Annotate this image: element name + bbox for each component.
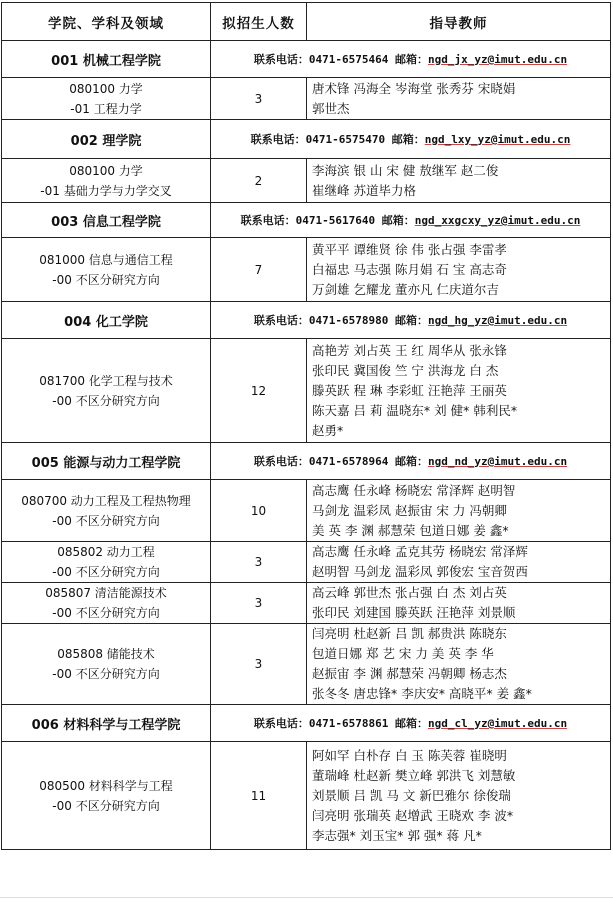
advisor-list [307, 480, 611, 542]
program-cell [2, 78, 211, 120]
program-row [2, 624, 611, 705]
program-quota: 3 [211, 542, 307, 583]
contact-email-label: 邮箱： [381, 214, 415, 227]
advisor-line: 赵勇* [312, 422, 344, 438]
program-subject: 085802 动力工程 [57, 545, 155, 559]
department-contact [211, 120, 611, 159]
program-cell [2, 542, 211, 583]
advisor-list [307, 238, 611, 302]
program-cell [2, 159, 211, 203]
program-direction: -00 不区分研究方向 [52, 606, 160, 620]
contact-email[interactable]: ngd_nd_yz@imut.edu.cn [428, 455, 568, 468]
program-row [2, 159, 611, 203]
program-quota: 2 [211, 159, 307, 203]
department-row [2, 705, 611, 742]
department-contact [211, 302, 611, 339]
program-row [2, 480, 611, 542]
program-quota: 3 [211, 78, 307, 120]
program-quota: 7 [211, 238, 307, 302]
advisor-line: 赵振宙 李 渊 郝慧荣 冯朝卿 杨志杰 [312, 666, 507, 681]
program-direction: -00 不区分研究方向 [52, 272, 160, 287]
contact-email-label: 邮箱： [395, 717, 429, 730]
program-row [2, 583, 611, 624]
program-subject: 080700 动力工程及工程热物理 [21, 493, 191, 508]
advisor-line: 张冬冬 唐忠锋* 李庆安* 高晓平* 姜 鑫* [312, 686, 532, 701]
contact-email-label: 邮箱： [395, 455, 429, 468]
department-row [2, 302, 611, 339]
department-name: 001 机械工程学院 [2, 41, 211, 78]
advisor-line: 张印民 冀国俊 竺 宁 洪海龙 白 杰 [312, 362, 499, 378]
program-row [2, 742, 611, 850]
header-department: 学院、学科及领域 [2, 3, 211, 41]
advisor-line: 赵明智 马剑龙 温彩凤 郭俊宏 宝音贺西 [312, 564, 528, 579]
contact-email[interactable]: ngd_xxgcxy_yz@imut.edu.cn [414, 214, 581, 227]
department-row [2, 203, 611, 238]
advisor-line: 李海滨 银 山 宋 健 敖继军 赵二俊 [312, 162, 499, 178]
advisor-line: 唐术锋 冯海全 岑海堂 张秀芬 宋晓娟 [312, 80, 516, 96]
contact-phone: 联系电话：0471-6578964 [253, 455, 389, 468]
advisor-line: 高云峰 郭世杰 张占强 白 杰 刘占英 [312, 585, 507, 600]
advisor-line: 陈天嘉 吕 莉 温晓东* 刘 健* 韩利民* [312, 402, 518, 418]
department-name: 002 理学院 [2, 120, 211, 159]
contact-email-label: 邮箱： [391, 133, 425, 146]
advisor-line: 白福忠 马志强 陈月娟 石 宝 高志奇 [312, 261, 507, 277]
program-direction: -00 不区分研究方向 [52, 667, 160, 681]
department-contact [211, 705, 611, 742]
advisor-list [307, 542, 611, 583]
header-quota: 拟招生人数 [211, 3, 307, 41]
program-cell [2, 624, 211, 705]
department-name: 006 材料科学与工程学院 [2, 705, 211, 742]
program-row [2, 238, 611, 302]
advisor-line: 美 英 李 渊 郝慧荣 包道日娜 姜 鑫* [312, 522, 509, 538]
department-name: 005 能源与动力工程学院 [2, 443, 211, 480]
contact-phone: 联系电话：0471-6578980 [253, 314, 389, 327]
program-quota: 12 [211, 339, 307, 443]
advisor-line: 黄平平 谭维贤 徐 伟 张占强 李雷孝 [312, 241, 507, 257]
admissions-table [1, 2, 611, 850]
advisor-line: 李志强* 刘玉宝* 郭 强* 蒋 凡* [312, 827, 482, 843]
program-subject: 085808 储能技术 [57, 647, 155, 661]
advisor-line: 张印民 刘建国 滕英跃 汪艳萍 刘景顺 [312, 605, 516, 620]
advisor-list [307, 339, 611, 443]
department-contact [211, 203, 611, 238]
program-row [2, 78, 611, 120]
department-name: 004 化工学院 [2, 302, 211, 339]
department-name: 003 信息工程学院 [2, 203, 211, 238]
header-advisors: 指导教师 [307, 3, 611, 41]
contact-email[interactable]: ngd_cl_yz@imut.edu.cn [428, 717, 568, 730]
program-subject: 085807 清洁能源技术 [45, 586, 167, 600]
department-contact [211, 443, 611, 480]
advisor-list [307, 78, 611, 120]
advisor-line: 滕英跃 程 琳 李彩虹 汪艳萍 王丽英 [312, 382, 507, 398]
advisor-list [307, 742, 611, 850]
program-cell [2, 742, 211, 850]
page-divider [0, 897, 613, 898]
advisor-line: 崔继峰 苏道毕力格 [312, 182, 416, 198]
advisor-list [307, 624, 611, 705]
program-cell [2, 339, 211, 443]
program-quota: 3 [211, 624, 307, 705]
department-contact [211, 41, 611, 78]
advisor-line: 阿如罕 白朴存 白 玉 陈芙蓉 崔晓明 [312, 747, 507, 763]
advisor-line: 马剑龙 温彩凤 赵振宙 宋 力 冯朝卿 [312, 502, 507, 518]
advisor-line: 刘景顺 吕 凯 马 文 新巴雅尔 徐俊瑞 [312, 787, 511, 803]
program-direction: -01 工程力学 [70, 101, 142, 116]
advisor-line: 包道日娜 郑 艺 宋 力 美 英 李 华 [312, 646, 494, 661]
contact-phone: 联系电话：0471-6578861 [253, 717, 389, 730]
contact-phone: 联系电话：0471-6575464 [253, 53, 389, 66]
program-subject: 080100 力学 [69, 163, 143, 178]
program-subject: 081000 信息与通信工程 [39, 252, 173, 267]
contact-email[interactable]: ngd_hg_yz@imut.edu.cn [428, 314, 568, 327]
department-row [2, 120, 611, 159]
program-direction: -00 不区分研究方向 [52, 798, 160, 813]
program-direction: -00 不区分研究方向 [52, 565, 160, 579]
program-direction: -01 基础力学与力学交叉 [40, 183, 172, 198]
program-quota: 11 [211, 742, 307, 850]
advisor-list [307, 583, 611, 624]
advisor-line: 董瑞峰 杜赵新 樊立峰 郭洪飞 刘慧敏 [312, 767, 516, 783]
advisor-line: 闫亮明 杜赵新 吕 凯 郝贵洪 陈晓东 [312, 626, 507, 641]
department-row [2, 41, 611, 78]
program-row [2, 339, 611, 443]
program-cell [2, 583, 211, 624]
advisor-line: 高志鹰 任永峰 孟克其劳 杨晓宏 常泽辉 [312, 544, 528, 559]
contact-phone: 联系电话：0471-6575470 [250, 133, 386, 146]
program-subject: 080500 材料科学与工程 [39, 778, 173, 793]
program-cell [2, 238, 211, 302]
contact-email-label: 邮箱： [395, 53, 429, 66]
program-subject: 081700 化学工程与技术 [39, 373, 173, 388]
table-header-row [2, 3, 611, 41]
advisor-line: 高志鹰 任永峰 杨晓宏 常泽辉 赵明智 [312, 482, 516, 498]
program-quota: 10 [211, 480, 307, 542]
contact-phone: 联系电话：0471-5617640 [240, 214, 376, 227]
program-quota: 3 [211, 583, 307, 624]
advisor-line: 万剑雄 乞耀龙 董亦凡 仁庆道尔吉 [312, 281, 499, 297]
program-direction: -00 不区分研究方向 [52, 513, 160, 528]
contact-email[interactable]: ngd_lxy_yz@imut.edu.cn [424, 133, 571, 146]
program-direction: -00 不区分研究方向 [52, 393, 160, 408]
department-row [2, 443, 611, 480]
program-subject: 080100 力学 [69, 81, 143, 96]
advisor-line: 高艳芳 刘占英 王 红 周华从 张永锋 [312, 342, 507, 358]
advisor-line: 闫亮明 张瑞英 赵增武 王晓欢 李 波* [312, 807, 514, 823]
program-row [2, 542, 611, 583]
contact-email-label: 邮箱： [395, 314, 429, 327]
advisor-line: 郭世杰 [312, 100, 350, 116]
contact-email[interactable]: ngd_jx_yz@imut.edu.cn [428, 53, 568, 66]
advisor-list [307, 159, 611, 203]
table-body [2, 41, 611, 850]
program-cell [2, 480, 211, 542]
